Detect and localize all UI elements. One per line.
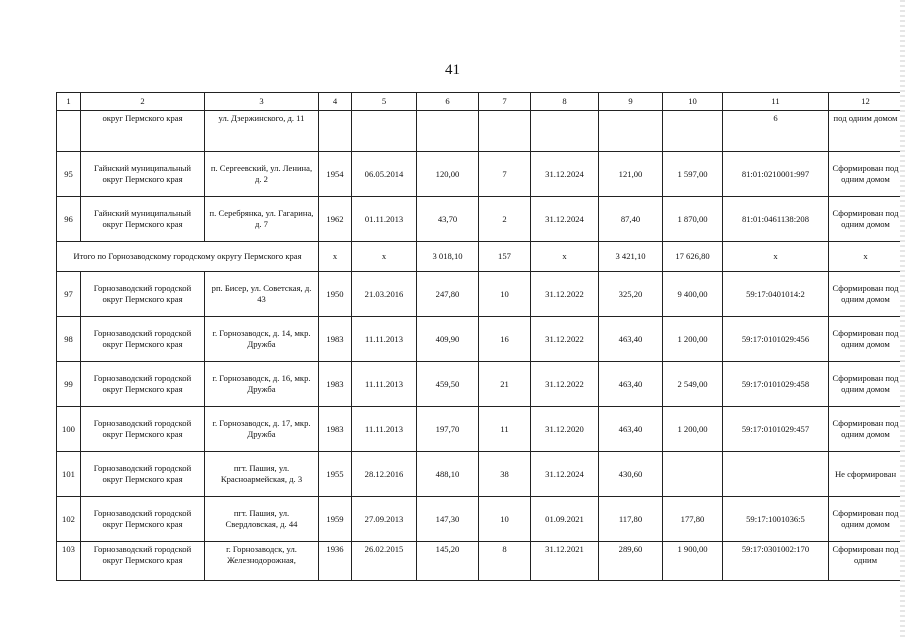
- cell-year: 1936: [319, 542, 352, 581]
- cell-sum: 1 870,00: [663, 197, 723, 242]
- cell-residents: [479, 111, 531, 152]
- cell-residents: 8: [479, 542, 531, 581]
- cell-cadastral: 6: [723, 111, 829, 152]
- header-cell: 6: [417, 93, 479, 111]
- cell-area2: 463,40: [599, 317, 663, 362]
- cell-area: 247,80: [417, 272, 479, 317]
- cell-address: пгт. Пашия, ул. Красноармейская, д. 3: [205, 452, 319, 497]
- cell-date: 01.11.2013: [352, 197, 417, 242]
- cell-area: [417, 111, 479, 152]
- cell-area2: 117,80: [599, 497, 663, 542]
- cell-cadastral: 59:17:0101029:458: [723, 362, 829, 407]
- subtotal-area2: 3 421,10: [599, 242, 663, 272]
- cell-cadastral: [723, 452, 829, 497]
- cell-area2: 463,40: [599, 362, 663, 407]
- cell-date: 28.12.2016: [352, 452, 417, 497]
- cell-area: 459,50: [417, 362, 479, 407]
- cell-year: 1950: [319, 272, 352, 317]
- cell-sum: 9 400,00: [663, 272, 723, 317]
- header-cell: 11: [723, 93, 829, 111]
- cell-sum: 2 549,00: [663, 362, 723, 407]
- cell-sum: [663, 452, 723, 497]
- cell-area2: 87,40: [599, 197, 663, 242]
- cell-residents: 16: [479, 317, 531, 362]
- cell-municipality: округ Пермского края: [81, 111, 205, 152]
- subtotal-residents: 157: [479, 242, 531, 272]
- cell-year: 1959: [319, 497, 352, 542]
- cell-area: 43,70: [417, 197, 479, 242]
- continuation-row: [57, 111, 903, 152]
- header-cell: 8: [531, 93, 599, 111]
- cell-year: 1983: [319, 317, 352, 362]
- cell-date: [352, 111, 417, 152]
- cell-deadline: 31.12.2022: [531, 317, 599, 362]
- header-cell: 2: [81, 93, 205, 111]
- cell-year: 1962: [319, 197, 352, 242]
- page-number: 41: [445, 62, 460, 78]
- cell-cadastral: 59:17:0401014:2: [723, 272, 829, 317]
- cell-status: Сформирован под одним домом: [829, 362, 903, 407]
- cell-date: 06.05.2014: [352, 152, 417, 197]
- cell-cadastral: 59:17:0101029:456: [723, 317, 829, 362]
- cell-date: 26.02.2015: [352, 542, 417, 581]
- cell-municipality: Гайнский муниципальный округ Пермского края: [81, 152, 205, 197]
- cell-cadastral: 59:17:1001036:5: [723, 497, 829, 542]
- cell-sum: 1 200,00: [663, 407, 723, 452]
- cell-num: 100: [57, 407, 81, 452]
- header-cell: 4: [319, 93, 352, 111]
- cell-deadline: 31.12.2024: [531, 152, 599, 197]
- subtotal-date: x: [352, 242, 417, 272]
- header-cell: 10: [663, 93, 723, 111]
- cell-area2: [599, 111, 663, 152]
- cell-municipality: Горнозаводский городской округ Пермского края: [81, 272, 205, 317]
- cell-date: 11.11.2013: [352, 317, 417, 362]
- cell-municipality: Горнозаводский городской округ Пермского края: [81, 497, 205, 542]
- cell-year: 1983: [319, 407, 352, 452]
- cell-year: 1955: [319, 452, 352, 497]
- header-cell: 7: [479, 93, 531, 111]
- cell-municipality: Гайнский муниципальный округ Пермского края: [81, 197, 205, 242]
- cell-cadastral: 59:17:0301002:170: [723, 542, 829, 581]
- cell-num: 98: [57, 317, 81, 362]
- subtotal-label: Итого по Горнозаводскому городскому округу Пермского края: [57, 242, 319, 272]
- subtotal-cadastral: x: [723, 242, 829, 272]
- scan-edge: [900, 0, 905, 640]
- header-cell: 5: [352, 93, 417, 111]
- cell-deadline: [531, 111, 599, 152]
- cell-residents: 11: [479, 407, 531, 452]
- subtotal-sum: 17 626,80: [663, 242, 723, 272]
- subtotal-row: [57, 242, 903, 272]
- header-cell: 12: [829, 93, 903, 111]
- cell-address: г. Горнозаводск, д. 16, мкр. Дружба: [205, 362, 319, 407]
- cell-status: Сформирован под одним домом: [829, 407, 903, 452]
- cell-deadline: 31.12.2021: [531, 542, 599, 581]
- subtotal-area: 3 018,10: [417, 242, 479, 272]
- cell-year: 1983: [319, 362, 352, 407]
- cell-year: 1954: [319, 152, 352, 197]
- table-row: [57, 362, 903, 407]
- housing-register-table: [56, 92, 903, 581]
- cell-sum: 1 597,00: [663, 152, 723, 197]
- cell-area: 197,70: [417, 407, 479, 452]
- cell-residents: 7: [479, 152, 531, 197]
- cell-year: [319, 111, 352, 152]
- cell-status: Сформирован под одним домом: [829, 272, 903, 317]
- cell-sum: 177,80: [663, 497, 723, 542]
- cell-num: [57, 111, 81, 152]
- table-row: [57, 407, 903, 452]
- cell-area2: 121,00: [599, 152, 663, 197]
- cell-num: 101: [57, 452, 81, 497]
- cell-num: 97: [57, 272, 81, 317]
- cell-area2: 430,60: [599, 452, 663, 497]
- header-cell: 1: [57, 93, 81, 111]
- cell-residents: 21: [479, 362, 531, 407]
- cell-municipality: Горнозаводский городской округ Пермского края: [81, 362, 205, 407]
- cell-area: 120,00: [417, 152, 479, 197]
- table-row: [57, 542, 903, 581]
- cell-deadline: 31.12.2024: [531, 197, 599, 242]
- cell-num: 96: [57, 197, 81, 242]
- cell-status: Сформирован под одним: [829, 542, 903, 581]
- cell-municipality: Горнозаводский городской округ Пермского края: [81, 542, 205, 581]
- cell-address: г. Горнозаводск, ул. Железнодорожная,: [205, 542, 319, 581]
- column-number-row: [57, 93, 903, 111]
- cell-date: 27.09.2013: [352, 497, 417, 542]
- cell-municipality: Горнозаводский городской округ Пермского края: [81, 407, 205, 452]
- cell-area2: 289,60: [599, 542, 663, 581]
- cell-num: 103: [57, 542, 81, 581]
- cell-status: Сформирован под одним домом: [829, 197, 903, 242]
- cell-residents: 38: [479, 452, 531, 497]
- cell-date: 11.11.2013: [352, 407, 417, 452]
- cell-num: 95: [57, 152, 81, 197]
- cell-address: г. Горнозаводск, д. 14, мкр. Дружба: [205, 317, 319, 362]
- cell-cadastral: 81:01:0461138:208: [723, 197, 829, 242]
- subtotal-year: x: [319, 242, 352, 272]
- table-row: [57, 497, 903, 542]
- cell-area: 147,30: [417, 497, 479, 542]
- cell-num: 102: [57, 497, 81, 542]
- table-row: [57, 452, 903, 497]
- cell-status: Не сформирован: [829, 452, 903, 497]
- header-cell: 3: [205, 93, 319, 111]
- cell-municipality: Горнозаводский городской округ Пермского края: [81, 317, 205, 362]
- cell-cadastral: 59:17:0101029:457: [723, 407, 829, 452]
- cell-address: пгт. Пашия, ул. Свердловская, д. 44: [205, 497, 319, 542]
- cell-date: 11.11.2013: [352, 362, 417, 407]
- cell-area: 145,20: [417, 542, 479, 581]
- cell-status: Сформирован под одним домом: [829, 497, 903, 542]
- cell-deadline: 31.12.2022: [531, 272, 599, 317]
- cell-date: 21.03.2016: [352, 272, 417, 317]
- cell-area2: 463,40: [599, 407, 663, 452]
- cell-residents: 10: [479, 497, 531, 542]
- cell-address: п. Серебрянка, ул. Гагарина, д. 7: [205, 197, 319, 242]
- cell-area2: 325,20: [599, 272, 663, 317]
- cell-municipality: Горнозаводский городской округ Пермского края: [81, 452, 205, 497]
- table-row: [57, 152, 903, 197]
- cell-status: Сформирован под одним домом: [829, 152, 903, 197]
- cell-area: 488,10: [417, 452, 479, 497]
- subtotal-status: x: [829, 242, 903, 272]
- cell-deadline: 31.12.2020: [531, 407, 599, 452]
- cell-num: 99: [57, 362, 81, 407]
- cell-deadline: 01.09.2021: [531, 497, 599, 542]
- cell-status: под одним домом: [829, 111, 903, 152]
- cell-address: п. Сергеевский, ул. Ленина, д. 2: [205, 152, 319, 197]
- cell-address: ул. Дзержинского, д. 11: [205, 111, 319, 152]
- cell-deadline: 31.12.2024: [531, 452, 599, 497]
- table-row: [57, 272, 903, 317]
- cell-address: рп. Бисер, ул. Советская, д. 43: [205, 272, 319, 317]
- header-cell: 9: [599, 93, 663, 111]
- cell-deadline: 31.12.2022: [531, 362, 599, 407]
- cell-sum: 1 900,00: [663, 542, 723, 581]
- cell-sum: [663, 111, 723, 152]
- cell-residents: 10: [479, 272, 531, 317]
- cell-sum: 1 200,00: [663, 317, 723, 362]
- table-row: [57, 197, 903, 242]
- cell-residents: 2: [479, 197, 531, 242]
- cell-address: г. Горнозаводск, д. 17, мкр. Дружба: [205, 407, 319, 452]
- subtotal-deadline: x: [531, 242, 599, 272]
- table-row: [57, 317, 903, 362]
- cell-status: Сформирован под одним домом: [829, 317, 903, 362]
- cell-area: 409,90: [417, 317, 479, 362]
- cell-cadastral: 81:01:0210001:997: [723, 152, 829, 197]
